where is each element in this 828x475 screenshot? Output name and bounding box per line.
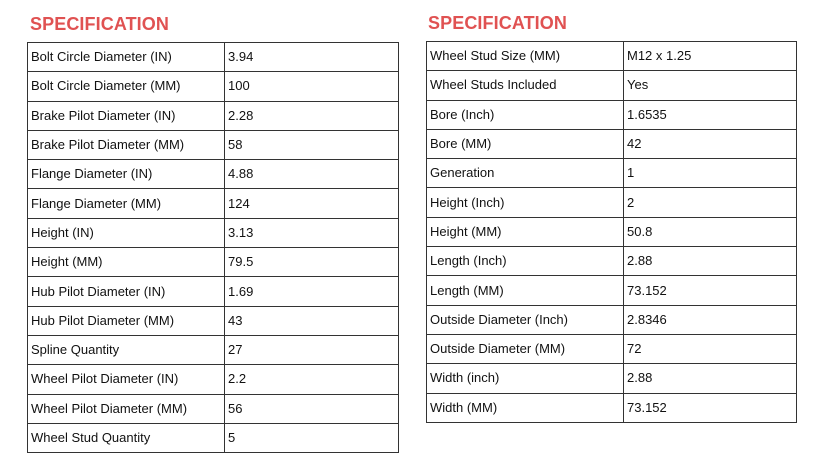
spec-value: 73.152 [624, 276, 797, 305]
spec-value: 43 [225, 306, 399, 335]
spec-table-left [27, 42, 399, 453]
spec-label: Hub Pilot Diameter (MM) [28, 306, 225, 335]
table-row [427, 129, 797, 158]
spec-label: Flange Diameter (MM) [28, 189, 225, 218]
spec-label: Height (Inch) [427, 188, 624, 217]
spec-label: Wheel Stud Size (MM) [427, 42, 624, 71]
spec-label: Spline Quantity [28, 335, 225, 364]
table-row [28, 160, 399, 189]
spec-value: 27 [225, 335, 399, 364]
spec-value: 58 [225, 130, 399, 159]
spec-label: Flange Diameter (IN) [28, 160, 225, 189]
spec-label: Wheel Stud Quantity [28, 423, 225, 452]
spec-value: 100 [225, 72, 399, 101]
spec-value: 2.28 [225, 101, 399, 130]
table-row [427, 71, 797, 100]
spec-value: 2.2 [225, 365, 399, 394]
spec-value: 1.69 [225, 277, 399, 306]
spec-label: Generation [427, 159, 624, 188]
spec-label: Length (Inch) [427, 247, 624, 276]
spec-value: 5 [225, 423, 399, 452]
spec-value: 2.88 [624, 364, 797, 393]
table-row [427, 247, 797, 276]
table-row [427, 217, 797, 246]
spec-label: Brake Pilot Diameter (IN) [28, 101, 225, 130]
spec-value: 72 [624, 334, 797, 363]
spec-value: 2.8346 [624, 305, 797, 334]
spec-label: Height (MM) [427, 217, 624, 246]
table-row [28, 335, 399, 364]
spec-label: Bore (MM) [427, 129, 624, 158]
spec-value: 2 [624, 188, 797, 217]
spec-value: 3.94 [225, 43, 399, 72]
table-row [28, 218, 399, 247]
spec-value: 2.88 [624, 247, 797, 276]
specification-panel-left [27, 13, 399, 453]
spec-label: Height (MM) [28, 248, 225, 277]
table-row [427, 42, 797, 71]
spec-value: 79.5 [225, 248, 399, 277]
spec-label: Wheel Pilot Diameter (IN) [28, 365, 225, 394]
table-row [28, 248, 399, 277]
spec-label: Height (IN) [28, 218, 225, 247]
spec-value: 73.152 [624, 393, 797, 422]
specification-panel-right [426, 12, 797, 423]
table-row [427, 159, 797, 188]
spec-label: Length (MM) [427, 276, 624, 305]
section-heading: SPECIFICATION [428, 13, 567, 33]
spec-label: Wheel Studs Included [427, 71, 624, 100]
table-row [28, 365, 399, 394]
table-row [427, 334, 797, 363]
table-row [28, 130, 399, 159]
spec-label: Outside Diameter (Inch) [427, 305, 624, 334]
spec-label: Bolt Circle Diameter (MM) [28, 72, 225, 101]
section-heading: SPECIFICATION [30, 14, 169, 34]
table-row [28, 43, 399, 72]
spec-label: Width (inch) [427, 364, 624, 393]
table-row [427, 364, 797, 393]
table-row [427, 100, 797, 129]
spec-value: 1 [624, 159, 797, 188]
spec-value: 3.13 [225, 218, 399, 247]
spec-value: 42 [624, 129, 797, 158]
spec-label: Hub Pilot Diameter (IN) [28, 277, 225, 306]
spec-value: 50.8 [624, 217, 797, 246]
table-row [427, 393, 797, 422]
table-row [427, 276, 797, 305]
table-row [28, 189, 399, 218]
table-row [28, 423, 399, 452]
table-row [28, 72, 399, 101]
table-row [427, 305, 797, 334]
spec-value: 124 [225, 189, 399, 218]
spec-value: M12 x 1.25 [624, 42, 797, 71]
spec-label: Bore (Inch) [427, 100, 624, 129]
table-row [427, 188, 797, 217]
spec-label: Width (MM) [427, 393, 624, 422]
table-row [28, 306, 399, 335]
spec-value: 4.88 [225, 160, 399, 189]
spec-label: Wheel Pilot Diameter (MM) [28, 394, 225, 423]
spec-value: 1.6535 [624, 100, 797, 129]
spec-value: 56 [225, 394, 399, 423]
table-row [28, 277, 399, 306]
spec-value: Yes [624, 71, 797, 100]
spec-label: Brake Pilot Diameter (MM) [28, 130, 225, 159]
spec-table-right [426, 41, 797, 423]
table-row [28, 394, 399, 423]
table-row [28, 101, 399, 130]
spec-label: Bolt Circle Diameter (IN) [28, 43, 225, 72]
spec-label: Outside Diameter (MM) [427, 334, 624, 363]
